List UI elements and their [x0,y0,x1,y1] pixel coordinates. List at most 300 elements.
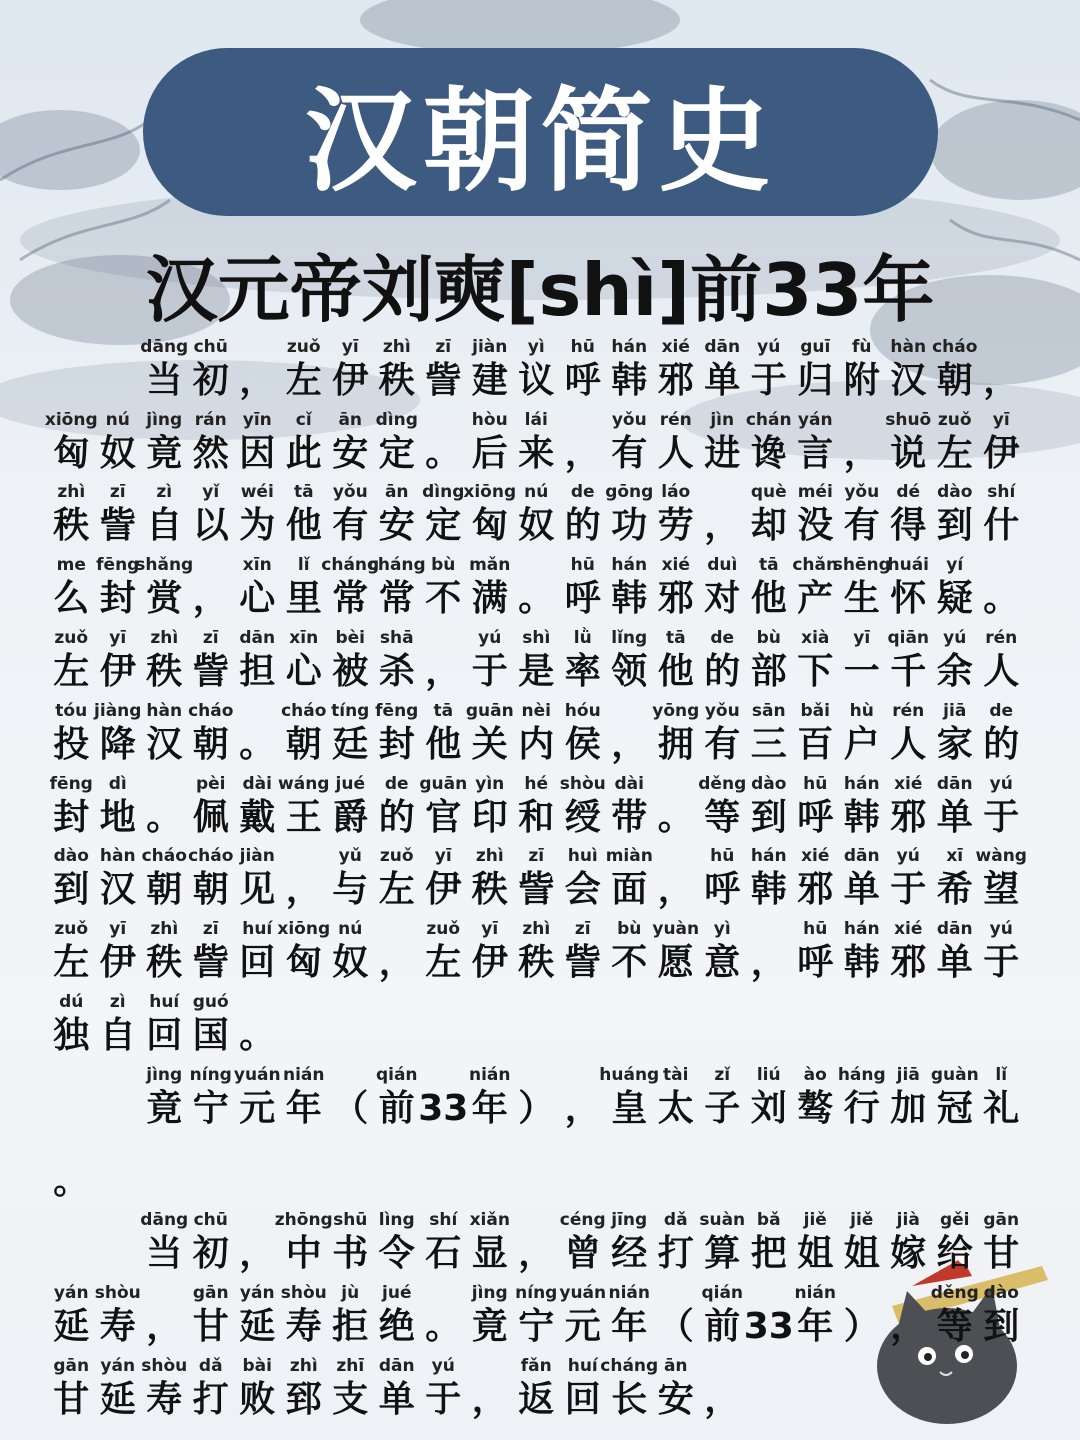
ruby-char [699,1350,746,1422]
text-line [48,621,1038,694]
ruby-char [467,622,514,694]
ruby-char [327,476,374,548]
ruby-char [234,1059,281,1131]
han-character: 寿 [285,1306,322,1348]
pinyin-syllable: yú [943,627,967,648]
ruby-char [95,695,142,767]
han-character: 到 [936,505,973,547]
pinyin-syllable: dǎ [663,1210,688,1231]
pinyin-syllable: zhōng [274,1210,333,1231]
ruby-char [932,695,979,767]
text-line [48,1131,1038,1204]
han-character: 寿 [146,1378,183,1420]
ruby-char [560,476,607,548]
ruby-char [281,476,328,548]
ruby-char [885,1277,932,1349]
han-character: 甘 [53,1378,90,1420]
han-character: 到 [983,1306,1020,1348]
han-character: 一 [843,650,880,692]
han-character: 訾 [99,505,136,547]
han-character: 他 [750,578,787,620]
han-character: 子 [704,1087,741,1129]
ruby-char [234,1277,281,1349]
ruby-char [420,549,467,621]
ruby-char [234,768,281,840]
ruby-char [141,768,188,840]
pinyin-syllable: bài [242,1355,272,1376]
ruby-char [188,476,235,548]
han-character: 伊 [332,359,369,401]
pinyin-syllable: zuǒ [54,627,89,648]
pinyin-syllable: zī [435,336,452,357]
pinyin-syllable: hàn [890,336,927,357]
han-character: ） [518,1087,555,1129]
ruby-char [978,1059,1025,1131]
pinyin-syllable: dāng [140,1210,189,1231]
ruby-char [885,622,932,694]
han-character: 于 [750,359,787,401]
ruby-char [467,404,514,476]
ruby-char [699,404,746,476]
text-line [48,985,1038,1058]
pinyin-syllable: tā [665,627,686,648]
pinyin-syllable: hán [843,773,880,794]
pinyin-syllable: shū [333,1210,368,1231]
han-character: 降 [99,723,136,765]
pinyin-syllable: shā [379,627,414,648]
han-character: 自 [99,1014,136,1056]
han-character: 和 [518,796,555,838]
ruby-char [885,476,932,548]
pinyin-syllable: dào [937,482,973,503]
ruby-char [141,331,188,403]
ruby-char [234,622,281,694]
ruby-char [885,1204,932,1276]
pinyin-syllable: rén [659,409,692,430]
ruby-char [606,1204,653,1276]
han-character: 竟 [471,1306,508,1348]
pinyin-syllable: cháng [367,555,426,576]
han-character: 奴 [518,505,555,547]
ruby-char [95,622,142,694]
ruby-char [746,695,793,767]
ruby-char [932,1059,979,1131]
pinyin-syllable: yīn [242,409,272,430]
pinyin-syllable: láo [661,482,691,503]
pinyin-syllable: nián [282,1064,325,1085]
han-character: 产 [797,578,834,620]
pinyin-syllable: chán [745,409,792,430]
han-character: 于 [471,650,508,692]
ruby-char [699,695,746,767]
pinyin-syllable: tā [293,482,314,503]
han-character: 赏 [146,578,183,620]
ruby-char [467,1277,514,1349]
han-character: 呼 [797,942,834,984]
ruby-char [467,549,514,621]
ruby-char [699,913,746,985]
ruby-char [327,331,374,403]
han-character: 不 [425,578,462,620]
ruby-char [234,986,281,1058]
han-character: 刘 [750,1087,787,1129]
ruby-char [792,331,839,403]
pinyin-syllable: rán [194,409,227,430]
han-character: 定 [425,505,462,547]
pinyin-syllable: yú [896,846,920,867]
pinyin-syllable: chǎn [792,555,839,576]
ruby-char [48,840,95,912]
pinyin-syllable: yī [992,409,1010,430]
han-character: 因 [239,432,276,474]
text-line [48,1204,1038,1277]
pinyin-syllable: yán [100,1355,136,1376]
pinyin-syllable: zuǒ [286,336,321,357]
han-character: 于 [983,942,1020,984]
ruby-char [467,695,514,767]
han-character: 是 [518,650,555,692]
han-character: 秩 [146,942,183,984]
ruby-char [467,1059,514,1131]
ruby-char [932,622,979,694]
ruby-char [188,549,235,621]
pinyin-syllable: hū [570,555,595,576]
pinyin-syllable: hé [524,773,549,794]
han-character: ， [983,359,1020,401]
ruby-char [560,1350,607,1422]
ruby-char [699,476,746,548]
han-character: 宁 [518,1306,555,1348]
pinyin-syllable: xié [894,919,923,940]
han-character: 带 [611,796,648,838]
pinyin-syllable: hóu [564,700,601,721]
ruby-char [560,840,607,912]
pinyin-syllable: yǒu [332,482,368,503]
pinyin-syllable: hàn [99,846,136,867]
ruby-char [234,840,281,912]
ruby-char [792,404,839,476]
pinyin-syllable: de [989,700,1014,721]
text-line [48,767,1038,840]
han-character: ， [192,578,229,620]
han-character: 的 [564,505,601,547]
ruby-char [978,768,1025,840]
ruby-char [95,913,142,985]
ruby-char [188,1059,235,1131]
han-character: 来 [518,432,555,474]
han-character: 附 [843,359,880,401]
han-character: 他 [657,650,694,692]
ruby-char [513,768,560,840]
pinyin-syllable: miàn [605,846,653,867]
pinyin-syllable: nú [524,482,549,503]
ruby-char [653,1350,700,1422]
pinyin-syllable: tài [663,1064,689,1085]
pinyin-syllable: nián [794,1283,836,1304]
han-character: 邪 [890,942,927,984]
pinyin-syllable: rén [985,627,1018,648]
ruby-char [560,549,607,621]
pinyin-syllable: de [570,482,595,503]
han-character: 意 [704,942,741,984]
han-character: 訾 [518,869,555,911]
ruby-char [48,331,95,403]
pinyin-syllable: guàn [930,1064,979,1085]
pinyin-syllable: huí [242,919,273,940]
ruby-char [699,331,746,403]
han-character: 呼 [704,869,741,911]
ruby-char [978,913,1025,985]
pinyin-syllable: shòu [559,773,606,794]
han-character: 国 [192,1014,229,1056]
pinyin-syllable: zì [109,991,126,1012]
pinyin-syllable: qián [701,1283,744,1304]
ruby-char [653,768,700,840]
han-character: 戴 [239,796,276,838]
ruby-char [141,1059,188,1131]
ruby-char [420,840,467,912]
pinyin-syllable: dān [378,1355,415,1376]
pinyin-syllable: jìng [146,409,183,430]
han-character: 汉 [146,723,183,765]
ruby-char [653,1277,700,1349]
ruby-char [141,404,188,476]
han-character: 功 [611,505,648,547]
han-character: 佩 [192,796,229,838]
pinyin-syllable: yuán [233,1064,281,1085]
han-character: 他 [285,505,322,547]
pinyin-syllable: zhī [336,1355,365,1376]
pinyin-syllable: chū [193,336,228,357]
pinyin-syllable: ān [663,1355,688,1376]
pinyin-syllable: gān [53,1355,90,1376]
pinyin-syllable: sān [751,700,786,721]
ruby-char [978,549,1025,621]
han-character: 郅 [285,1378,322,1420]
pinyin-syllable: fēng [375,700,419,721]
ruby-char [188,1350,235,1422]
pinyin-syllable: bù [756,627,781,648]
ruby-char [327,404,374,476]
pinyin-syllable: yú [757,336,781,357]
han-character [53,1087,89,1131]
ruby-char [327,840,374,912]
ruby-char [885,404,932,476]
pinyin-syllable: hán [750,846,787,867]
ruby-char [277,913,331,985]
pinyin-syllable: dì [108,773,127,794]
han-character: 安 [657,1378,694,1420]
han-character: 于 [983,796,1020,838]
han-character: 印 [471,796,508,838]
han-character: 皇 [611,1087,648,1129]
ruby-char [374,840,421,912]
ruby-char [374,404,421,476]
han-character: 訾 [192,942,229,984]
ruby-char [792,622,839,694]
han-character: 会 [564,869,601,911]
ruby-char [832,549,891,621]
han-character: 单 [936,942,973,984]
han-character: 回 [564,1378,601,1420]
pinyin-syllable: jiā [943,700,967,721]
han-character: 。 [983,578,1020,620]
han-character: 前 [704,1306,741,1348]
pinyin-syllable: yōng [652,700,700,721]
ruby-char [699,840,746,912]
han-character: 与 [332,869,369,911]
han-character: 左 [936,432,973,474]
ruby-char [978,404,1025,476]
han-character: 投 [53,723,90,765]
han-character: ， [750,942,787,984]
pinyin-syllable: xià [801,627,830,648]
han-character: （ [332,1087,369,1129]
ruby-char [792,768,839,840]
pinyin-syllable: guī [800,336,831,357]
ruby-char [560,913,607,985]
ruby-char [281,331,328,403]
han-character: 朝 [285,723,322,765]
ruby-char [743,1277,794,1349]
pinyin-syllable: céng [559,1210,606,1231]
han-character: 骜 [797,1087,834,1129]
han-character: ， [239,1233,276,1275]
ruby-char [513,840,560,912]
ruby-char [467,913,514,985]
han-character: 官 [425,796,462,838]
han-character: 伊 [99,650,136,692]
ruby-char [420,1059,467,1131]
ruby-char [188,840,235,912]
han-character: 以 [192,505,229,547]
han-character: 单 [704,359,741,401]
ruby-char [513,404,560,476]
pinyin-text-body [44,330,1038,1422]
pinyin-syllable: fù [852,336,872,357]
pinyin-syllable: dào [751,773,787,794]
han-character: 千 [890,650,927,692]
han-character: 33 [743,1306,794,1348]
pinyin-syllable: yī [109,919,127,940]
pinyin-syllable: yǒu [844,482,880,503]
han-character: 绶 [564,796,601,838]
han-character: 元 [239,1087,276,1129]
pinyin-syllable: yán [239,1283,275,1304]
han-character: 匈 [285,942,322,984]
ruby-char [48,476,95,548]
ruby-char [932,1204,979,1276]
han-character: 书 [332,1233,369,1275]
pinyin-syllable: xié [661,336,690,357]
ruby-char [839,622,886,694]
han-character: ， [657,869,694,911]
pinyin-syllable: shí [429,1210,458,1231]
ruby-char [141,622,188,694]
ruby-char [600,1350,659,1422]
han-character: 左 [53,650,90,692]
han-character: 加 [890,1087,927,1129]
han-character: 满 [471,578,508,620]
ruby-char [281,1350,328,1422]
ruby-char [374,768,421,840]
ruby-char [374,331,421,403]
pinyin-syllable: dài [614,773,644,794]
ruby-char [234,695,281,767]
ruby-char [135,549,194,621]
ruby-char [188,913,235,985]
pinyin-syllable: zī [202,919,219,940]
han-character: 独 [53,1014,90,1056]
han-character: 姐 [843,1233,880,1275]
ruby-char [885,695,932,767]
han-character: 左 [378,869,415,911]
han-character: 余 [936,650,973,692]
ruby-char [653,331,700,403]
text-line [48,1058,1038,1131]
pinyin-syllable: zhì [382,336,411,357]
pinyin-syllable: xiōng [463,482,517,503]
han-character: 封 [378,723,415,765]
ruby-char [653,476,700,548]
ruby-char [420,768,467,840]
han-character: 嫁 [890,1233,927,1275]
ruby-char [792,913,839,985]
pinyin-syllable: dìng [375,409,418,430]
ruby-char [188,1277,235,1349]
pinyin-syllable: shòu [94,1283,141,1304]
pinyin-syllable: shòu [141,1355,188,1376]
pinyin-syllable: gān [192,1283,229,1304]
ruby-char [327,1277,374,1349]
pinyin-syllable: bèi [335,627,366,648]
han-character: ， [378,942,415,984]
ruby-char [513,1350,560,1422]
han-character: 奴 [332,942,369,984]
han-character: 自 [146,505,183,547]
ruby-char [513,622,560,694]
han-character: 朝 [192,869,229,911]
pinyin-syllable: zuǒ [379,846,414,867]
ruby-char [188,331,235,403]
pinyin-syllable: jué [382,1283,412,1304]
ruby-char [234,549,281,621]
pinyin-syllable: zhì [150,919,179,940]
ruby-char [513,695,560,767]
han-character: 败 [239,1378,276,1420]
pinyin-syllable: yī [109,627,127,648]
han-character: 。 [518,578,555,620]
pinyin-syllable: yán [53,1283,89,1304]
han-character: 呼 [564,359,601,401]
han-character: ） [843,1306,880,1348]
ruby-char [513,476,560,548]
han-character: 建 [471,359,508,401]
ruby-char [699,1204,746,1276]
ruby-char [188,986,235,1058]
han-character: 匈 [471,505,508,547]
pinyin-syllable: tíng [331,700,370,721]
pinyin-syllable: dài [242,773,272,794]
ruby-char [839,913,886,985]
text-line [48,476,1038,549]
han-character: 被 [332,650,369,692]
pinyin-syllable: zhì [150,627,179,648]
pinyin-syllable: yī [853,627,871,648]
han-character: 人 [983,650,1020,692]
ruby-char [885,1059,932,1131]
han-character: 秩 [471,869,508,911]
